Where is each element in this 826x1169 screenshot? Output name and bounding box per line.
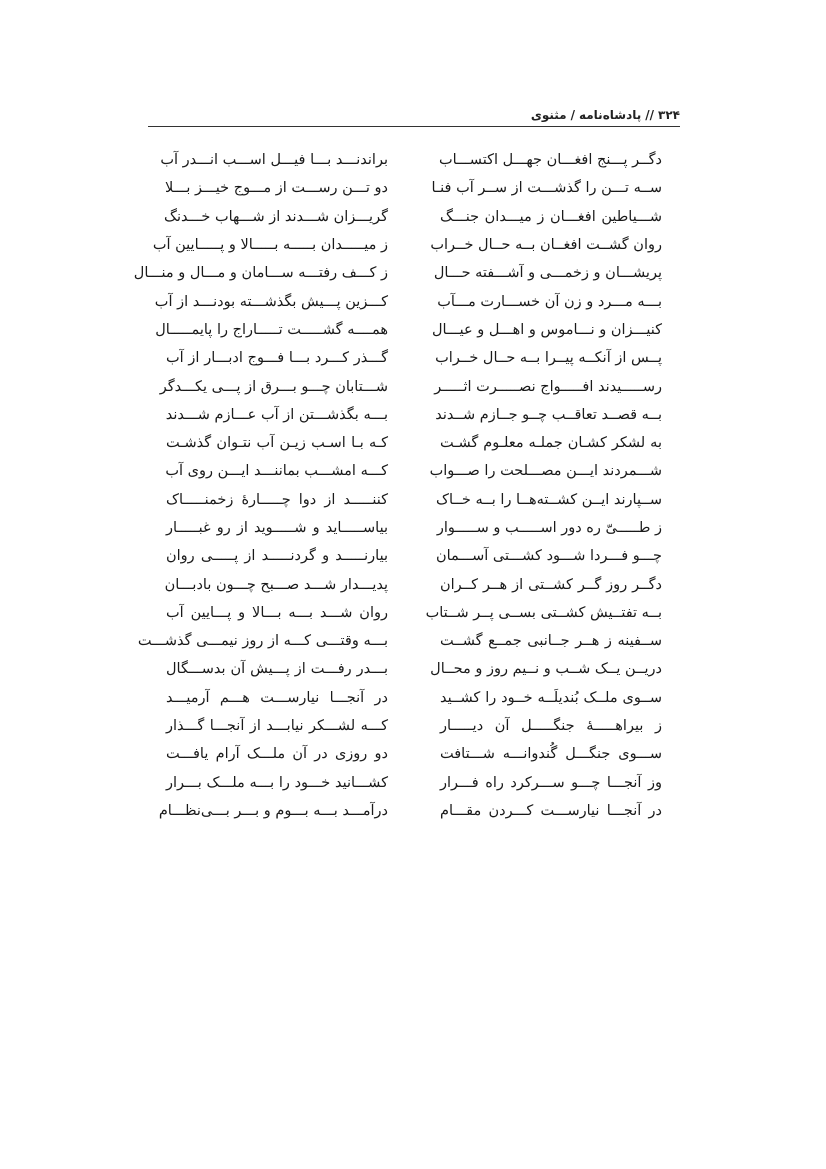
couplet [159,372,662,400]
couplet [166,599,662,627]
hemistich-right: ز طـــــیّ ره دور اســـــب و ســـــوار [436,520,662,536]
hemistich-left: بيارنـــــد و گردنـــــد از پـــــی روان [166,548,388,565]
couplet [166,684,662,712]
hemistich-right: رســـــيدند افـــــواج نصـــــرت اثـــــر [434,378,662,395]
couplet [166,457,662,485]
couplet [152,231,662,259]
couplet [166,769,662,797]
header-rule [148,126,680,127]
hemistich-right: بـــه مـــرد و زن آن خســـارت مـــآب [437,293,662,310]
section-name: مثنوی [530,108,567,122]
hemistich-left: گـــذر كـــرد بـــا فـــوج ادبـــار از آب [166,350,388,367]
hemistich-right: بــه تفتــيش كشــتی بســی پــر شــتاب [425,604,662,621]
couplet [158,797,662,825]
hemistich-left: گريـــزان شـــدند از شـــهاب خـــدنگ [164,208,388,225]
hemistich-left: ز ميـــــدان بـــــه بـــــالا و پـــــايين آب [152,237,388,254]
hemistich-right: ســپارند ايــن كشــته‌هــا را بــه خــاک [436,491,662,508]
hemistich-right: ســوی ملــک بُنديلَــه خــود را كشــيد [440,689,662,706]
hemistich-left: بـــه بگذشـــتن از آب عـــازم شـــدند [165,406,388,423]
couplet [166,486,662,514]
hemistich-left: ز كـــف رفتـــه ســـامان و مـــال و منـــال [133,265,388,282]
couplet [166,570,662,598]
hemistich-right: در آنجـــا نيارســـت كـــردن مقـــام [440,802,662,819]
hemistich-right: به لشكر كشـان جملـه معلـوم گشـت [440,435,662,452]
hemistich-left: پديـــدار شـــد صـــبح چـــون بادبـــان [164,576,388,593]
couplet [154,287,662,315]
hemistich-right: كنيـــزان و نـــاموس و اهـــل و عيـــال [431,321,662,338]
couplet [137,627,662,655]
book-title: پادشاه‌نامه [578,108,642,122]
hemistich-right: پريشـــان و زخمـــی و آشـــفته حـــال [433,265,662,282]
hemistich-right: دگــر روز گــر كشــتی از هــر كــران [440,576,662,593]
hemistich-right: شـــياطين افغـــان ز ميـــدان جنـــگ [440,208,662,225]
hemistich-left: درآمـــد بـــه بـــوم و بـــر بـــی‌نظـــام [158,802,388,819]
hemistich-right: پــس از آنكــه پيــرا بــه حــال خــراب [435,350,662,367]
hemistich-left: شـــتابان چـــو بـــرق از پـــی يكـــدگر [159,378,388,395]
hemistich-right: شـــمردند ايـــن مصـــلحت را صـــواب [429,463,662,480]
hemistich-left: كـــه لشـــكر نيابـــد از آنجـــا گـــذار [166,718,388,735]
hemistich-left: دو روزی در آن ملـــک آرام يافـــت [166,746,388,763]
hemistich-left: بياســـــايد و شـــــويد از رو غبـــــار [166,520,388,536]
couplet [166,344,662,372]
header-slash: / [570,108,575,122]
couplet [155,316,662,344]
hemistich-right: روان گشــت افغــان بــه حــال خــراب [430,237,662,254]
couplet [133,259,662,287]
hemistich-left: كـه بـا اسـب زيـن آب نتـوان گذشـت [166,435,388,452]
hemistich-left: بـــدر رفـــت از پـــيش آن بدســـگال [166,661,388,678]
hemistich-left: بـــه وقتـــی كـــه از روز نيمـــی گذشـــت [137,633,388,650]
hemistich-left: كشـــانيد خـــود را بـــه ملـــک بـــرار [166,774,388,791]
hemistich-left: روان شـــد بـــه بـــالا و پـــايين آب [166,604,388,621]
hemistich-right: ز بيراهـــــهٔ جنگـــــل آن ديـــــار [440,718,662,735]
hemistich-right: چـــو فـــردا شـــود كشـــتی آســـمان [435,548,662,565]
couplet [166,429,662,457]
hemistich-left: دو تـــن رســـت از مـــوج خيـــز بـــلا [165,180,388,197]
couplet [166,655,662,683]
hemistich-right: دريــن يــک شــب و نــيم روز و محــال [430,661,662,678]
couplet [166,401,662,429]
couplet [166,542,662,570]
page-number: ۳۲۴ [658,108,680,122]
hemistich-left: همــــه گشـــــت تـــــاراج را پايمـــــال [155,321,388,338]
hemistich-right: ســه تـــن را گذشـــت از ســر آب فنـا [431,180,662,197]
couplet [166,203,662,231]
couplet [166,712,662,740]
hemistich-left: كننـــــد از دوا چـــــارهٔ زخمنـــــاک [166,491,388,508]
couplet [166,174,662,202]
hemistich-left: براندنـــد بـــا فيـــل اســـب انـــدر آب [160,152,388,169]
hemistich-left: در آنجـــا نيارســـت هـــم آرميـــد [166,689,388,706]
hemistich-left: كـــزين پـــيش بگذشـــته بودنـــد از آب [154,293,388,310]
hemistich-right: دگــر پـــنج افغـــان جهـــل اكتســـاب [438,152,662,169]
hemistich-right: وز آنجـــا چـــو ســـركرد راه فـــرار [440,774,662,791]
header-separator: // [645,108,655,122]
hemistich-right: ســـوی جنگـــل گُندوانـــه شـــتافت [440,746,662,763]
hemistich-right: بــه قصــد تعاقــب چــو جــازم شــدند [435,406,662,423]
running-header [148,104,680,126]
couplet [166,740,662,768]
hemistich-right: ســفينه ز هــر جــانبی جمــع گشــت [440,633,662,650]
couplet [160,146,662,174]
hemistich-left: كـــه امشـــب بماننـــد ايـــن روی آب [165,463,388,480]
poem-body [133,146,662,825]
couplet [166,514,662,542]
